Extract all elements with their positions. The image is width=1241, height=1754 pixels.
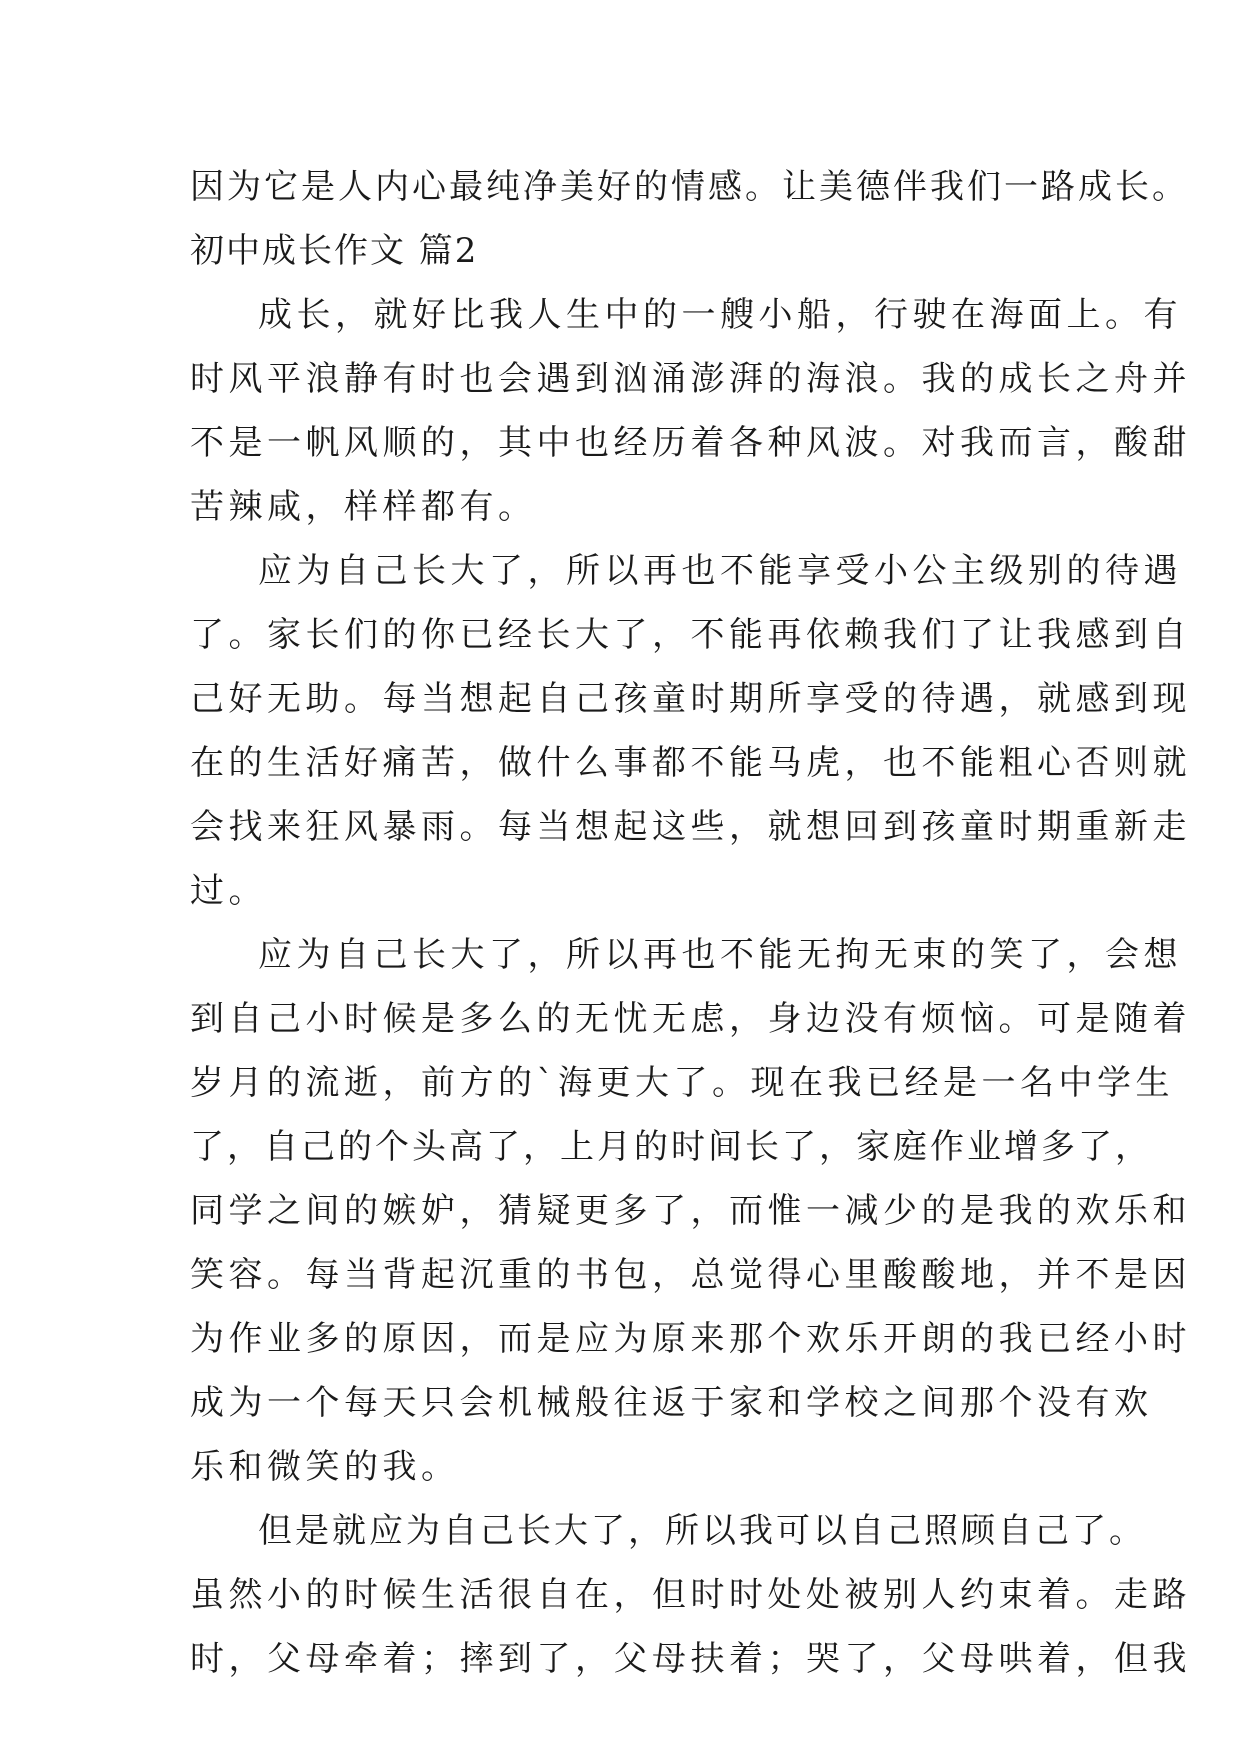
- paragraph-line: 在的生活好痛苦，做什么事都不能马虎，也不能粗心否则就: [190, 743, 1191, 783]
- paragraph-line: 笑容。每当背起沉重的书包，总觉得心里酸酸地，并不是因: [190, 1255, 1191, 1295]
- paragraph-line: 会找来狂风暴雨。每当想起这些，就想回到孩童时期重新走: [190, 807, 1191, 847]
- paragraph-line: 苦辣咸，样样都有。: [190, 487, 537, 527]
- paragraph-line: 不是一帆风顺的，其中也经历着各种风波。对我而言，酸甜: [190, 423, 1191, 463]
- paragraph-line: 到自己小时候是多么的无忧无虑，身边没有烦恼。可是随着: [190, 999, 1191, 1039]
- paragraph-line: 岁月的流逝，前方的`海更大了。现在我已经是一名中学生: [190, 1063, 1174, 1103]
- paragraph-line: 了，自己的个头高了，上月的时间长了，家庭作业增多了，: [190, 1127, 1152, 1167]
- paragraph-line: 应为自己长大了，所以再也不能无拘无束的笑了，会想: [258, 935, 1182, 975]
- paragraph-line: 时，父母牵着；摔到了，父母扶着；哭了，父母哄着，但我: [190, 1639, 1191, 1679]
- paragraph-line: 成为一个每天只会机械般往返于家和学校之间那个没有欢: [190, 1383, 1153, 1423]
- paragraph-line: 成长，就好比我人生中的一艘小船，行驶在海面上。有: [258, 295, 1182, 335]
- paragraph-line: 应为自己长大了，所以再也不能享受小公主级别的待遇: [258, 551, 1182, 591]
- paragraph-line: 己好无助。每当想起自己孩童时期所享受的待遇，就感到现: [190, 679, 1191, 719]
- text-line: 因为它是人内心最纯净美好的情感。让美德伴我们一路成长。: [190, 167, 1189, 207]
- paragraph-line: 了。家长们的你已经长大了，不能再依赖我们了让我感到自: [190, 615, 1191, 655]
- paragraph-line: 同学之间的嫉妒，猜疑更多了，而惟一减少的是我的欢乐和: [190, 1191, 1191, 1231]
- section-title: 初中成长作文 篇2: [190, 231, 479, 271]
- paragraph-line: 时风平浪静有时也会遇到汹涌澎湃的海浪。我的成长之舟并: [190, 359, 1191, 399]
- document-page: [190, 155, 1191, 1691]
- paragraph-line: 乐和微笑的我。: [190, 1447, 460, 1487]
- paragraph-line: 为作业多的原因，而是应为原来那个欢乐开朗的我已经小时: [190, 1319, 1191, 1359]
- paragraph-line: 虽然小的时候生活很自在，但时时处处被别人约束着。走路: [190, 1575, 1191, 1615]
- paragraph-line: 过。: [190, 871, 267, 911]
- paragraph-line: 但是就应为自己长大了，所以我可以自己照顾自己了。: [258, 1511, 1146, 1551]
